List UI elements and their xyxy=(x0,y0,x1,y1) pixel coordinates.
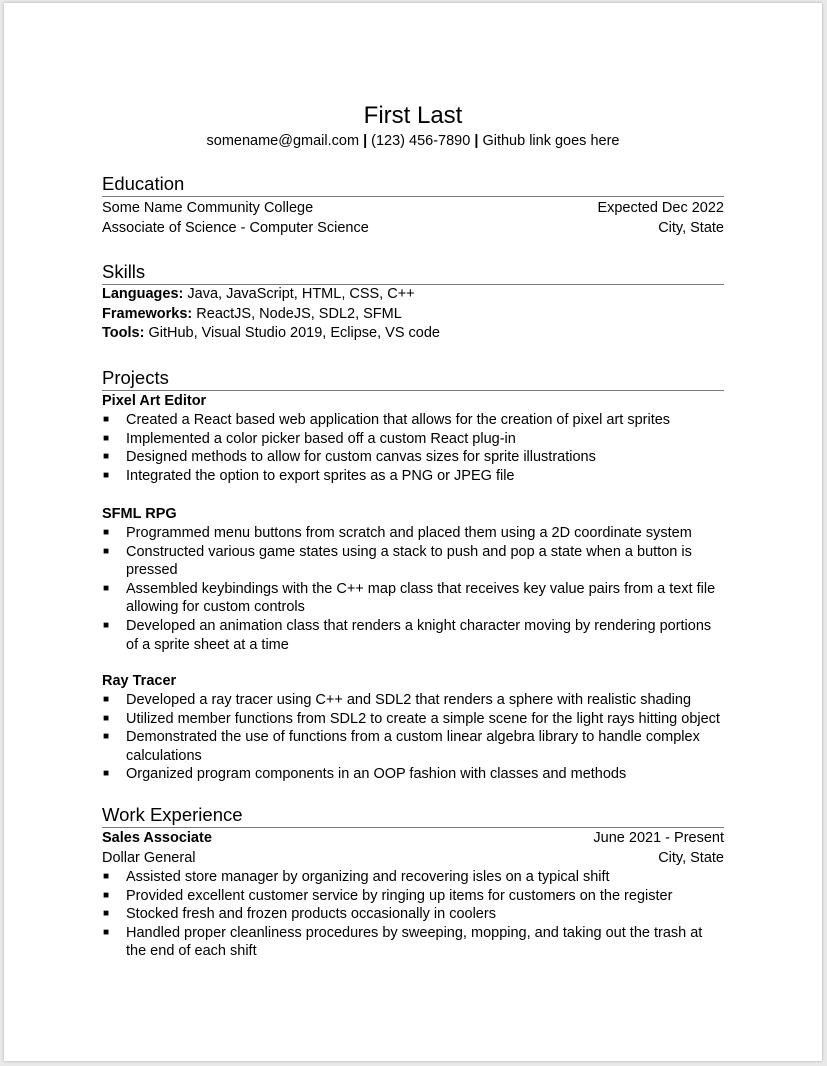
work-role: Sales Associate xyxy=(102,830,212,846)
bullet-square-icon: ■ xyxy=(103,414,110,425)
skills-languages xyxy=(102,285,724,305)
projects-section xyxy=(102,367,724,391)
education-row xyxy=(102,219,724,239)
list-item xyxy=(102,448,724,467)
bullet-square-icon: ■ xyxy=(103,432,110,444)
bullet-square-icon: ■ xyxy=(103,871,110,882)
skills-label: Languages: xyxy=(102,286,184,302)
list-item xyxy=(102,430,724,449)
bullet-square-icon: ■ xyxy=(103,889,110,901)
skills-section xyxy=(102,261,724,344)
bullet-square-icon: ■ xyxy=(103,926,110,938)
work-dates: June 2021 - Present xyxy=(593,830,724,846)
bullet-text: Implemented a color picker based off a custom React plug-in xyxy=(126,430,516,447)
list-item xyxy=(102,728,724,765)
contact-phone: (123) 456-7890 xyxy=(371,133,471,149)
bullet-square-icon: ■ xyxy=(103,712,110,724)
skills-value: GitHub, Visual Studio 2019, Eclipse, VS code xyxy=(148,325,440,341)
project-title: Ray Tracer xyxy=(102,673,177,689)
section-divider xyxy=(102,390,724,391)
list-item xyxy=(102,765,724,784)
project-title: SFML RPG xyxy=(102,506,177,522)
list-item xyxy=(102,543,724,580)
skills-tools xyxy=(102,324,724,344)
education-location: City, State xyxy=(658,219,724,236)
education-date: Expected Dec 2022 xyxy=(597,200,724,216)
bullet-square-icon: ■ xyxy=(103,694,110,705)
project-title: Pixel Art Editor xyxy=(102,393,207,409)
contact-separator: | xyxy=(474,133,479,149)
list-item xyxy=(102,924,724,961)
project-bullets xyxy=(102,411,724,485)
bullet-text: Integrated the option to export sprites as a PNG or JPEG file xyxy=(126,467,515,484)
bullet-text: Organized program components in an OOP fashion with classes and methods xyxy=(126,766,627,783)
project-entry xyxy=(102,392,724,485)
projects-heading: Projects xyxy=(102,367,169,388)
list-item xyxy=(102,887,724,906)
bullet-square-icon: ■ xyxy=(103,731,110,743)
skills-value: Java, JavaScript, HTML, CSS, C++ xyxy=(187,286,415,302)
skills-heading: Skills xyxy=(102,261,146,282)
list-item xyxy=(102,617,724,654)
contact-separator: | xyxy=(363,133,368,149)
document-page xyxy=(4,3,822,1061)
list-item xyxy=(102,524,724,543)
work-location: City, State xyxy=(658,849,724,866)
bullet-square-icon: ■ xyxy=(103,582,110,594)
skills-label: Tools: xyxy=(102,325,145,341)
skills-value: ReactJS, NodeJS, SDL2, SFML xyxy=(196,305,402,322)
project-entry xyxy=(102,505,724,654)
education-school: Some Name Community College xyxy=(102,200,314,216)
education-degree: Associate of Science - Computer Science xyxy=(102,219,369,236)
bullet-square-icon: ■ xyxy=(103,451,110,463)
bullet-text: Programmed menu buttons from scratch and placed them using a 2D coordinate system xyxy=(126,525,692,541)
bullet-text: Assisted store manager by organizing and recovering isles on a typical shift xyxy=(126,869,610,885)
bullet-square-icon: ■ xyxy=(103,545,110,557)
contact-github: Github link goes here xyxy=(482,133,620,149)
project-entry xyxy=(102,672,724,784)
work-row xyxy=(102,829,724,849)
bullet-text: Assembled keybindings with the C++ map class that receives key value pairs from a text file allowing for custom controls xyxy=(126,580,716,616)
education-section xyxy=(102,173,724,238)
bullet-text: Utilized member functions from SDL2 to create a simple scene for the light rays hitting object xyxy=(126,710,720,727)
bullet-square-icon: ■ xyxy=(103,619,110,631)
list-item xyxy=(102,411,724,430)
work-company: Dollar General xyxy=(102,849,196,866)
resume-name: First Last xyxy=(363,102,463,129)
work-row xyxy=(102,849,724,869)
work-heading: Work Experience xyxy=(102,804,243,825)
bullet-text: Demonstrated the use of functions from a custom linear algebra library to handle complex calculations xyxy=(126,729,700,764)
bullet-square-icon: ■ xyxy=(103,469,110,481)
bullet-text: Developed a ray tracer using C++ and SDL2 that renders a sphere with realistic shading xyxy=(126,692,692,708)
bullet-text: Stocked fresh and frozen products occasionally in coolers xyxy=(126,906,496,923)
list-item xyxy=(102,467,724,486)
education-row xyxy=(102,199,724,219)
bullet-text: Handled proper cleanliness procedures by sweeping, mopping, and taking out the trash at the end of each shift xyxy=(126,924,703,960)
bullet-text: Developed an animation class that renders a knight character moving by rendering portions of a sprite sheet at a time xyxy=(126,617,712,653)
bullet-text: Created a React based web application that allows for the creation of pixel art sprites xyxy=(126,412,671,428)
project-bullets xyxy=(102,691,724,784)
project-bullets xyxy=(102,524,724,654)
bullet-text: Constructed various game states using a stack to push and pop a state when a button is pressed xyxy=(126,543,692,579)
bullet-text: Provided excellent customer service by ringing up items for customers on the register xyxy=(126,887,673,904)
skills-frameworks xyxy=(102,305,724,325)
contact-email: somename@gmail.com xyxy=(206,133,360,149)
list-item xyxy=(102,868,724,887)
list-item xyxy=(102,905,724,924)
bullet-text: Designed methods to allow for custom canvas sizes for sprite illustrations xyxy=(126,449,596,466)
education-heading: Education xyxy=(102,173,185,194)
list-item xyxy=(102,710,724,729)
section-divider xyxy=(102,196,724,197)
work-section xyxy=(102,804,724,961)
bullet-square-icon: ■ xyxy=(103,768,110,780)
skills-label: Frameworks: xyxy=(102,305,193,322)
work-bullets xyxy=(102,868,724,961)
list-item xyxy=(102,691,724,710)
bullet-square-icon: ■ xyxy=(103,527,110,538)
section-divider xyxy=(102,827,724,828)
contact-line xyxy=(102,132,724,150)
list-item xyxy=(102,580,724,617)
bullet-square-icon: ■ xyxy=(103,908,110,920)
